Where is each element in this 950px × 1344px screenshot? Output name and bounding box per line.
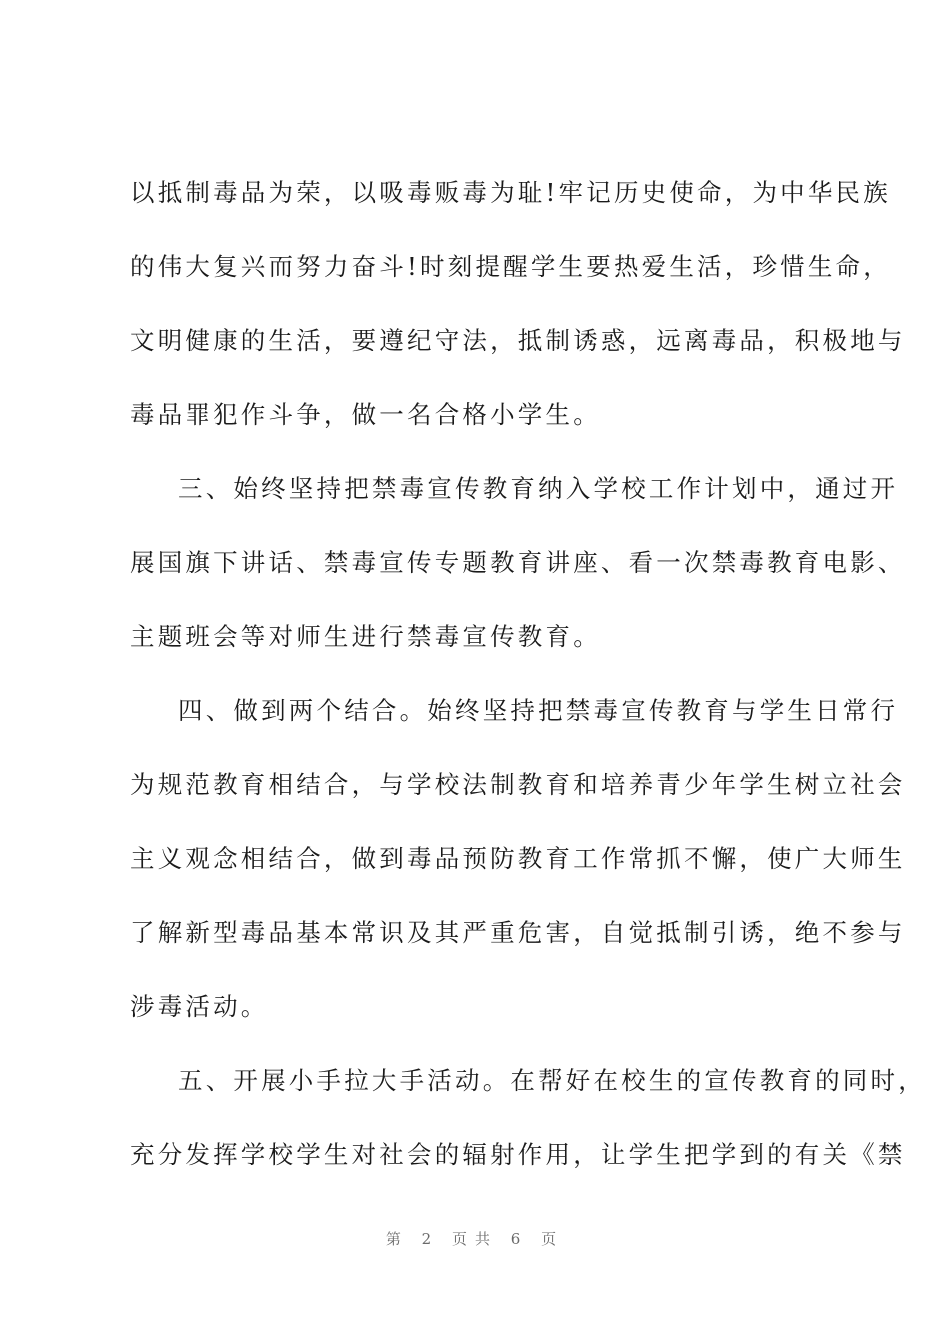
paragraph-start-line: 三、始终坚持把禁毒宣传教育纳入学校工作计划中，通过开	[178, 474, 899, 503]
text-line: 充分发挥学校学生对社会的辐射作用，让学生把学到的有关《禁	[130, 1140, 906, 1169]
paragraph-start-line: 五、开展小手拉大手活动。在帮好在校生的宣传教育的同时，	[178, 1066, 926, 1095]
text-line: 毒品罪犯作斗争，做一名合格小学生。	[130, 400, 601, 429]
text-line: 的伟大复兴而努力奋斗!时刻提醒学生要热爱生活，珍惜生命，	[130, 252, 891, 281]
text-line: 以抵制毒品为荣，以吸毒贩毒为耻!牢记历史使命，为中华民族	[130, 178, 891, 207]
text-line: 文明健康的生活，要遵纪守法，抵制诱惑，远离毒品，积极地与	[130, 326, 906, 355]
text-line: 了解新型毒品基本常识及其严重危害，自觉抵制引诱，绝不参与	[130, 918, 906, 947]
text-line: 展国旗下讲话、禁毒宣传专题教育讲座、看一次禁毒教育电影、	[130, 548, 906, 577]
text-line: 主题班会等对师生进行禁毒宣传教育。	[130, 622, 601, 651]
text-line: 为规范教育相结合，与学校法制教育和培养青少年学生树立社会	[130, 770, 906, 799]
paragraph-start-line: 四、做到两个结合。始终坚持把禁毒宣传教育与学生日常行	[178, 696, 899, 725]
text-line: 主义观念相结合，做到毒品预防教育工作常抓不懈，使广大师生	[130, 844, 906, 873]
page-number-footer: 第 2 页共 6 页	[385, 1230, 565, 1248]
text-line: 涉毒活动。	[130, 992, 269, 1021]
